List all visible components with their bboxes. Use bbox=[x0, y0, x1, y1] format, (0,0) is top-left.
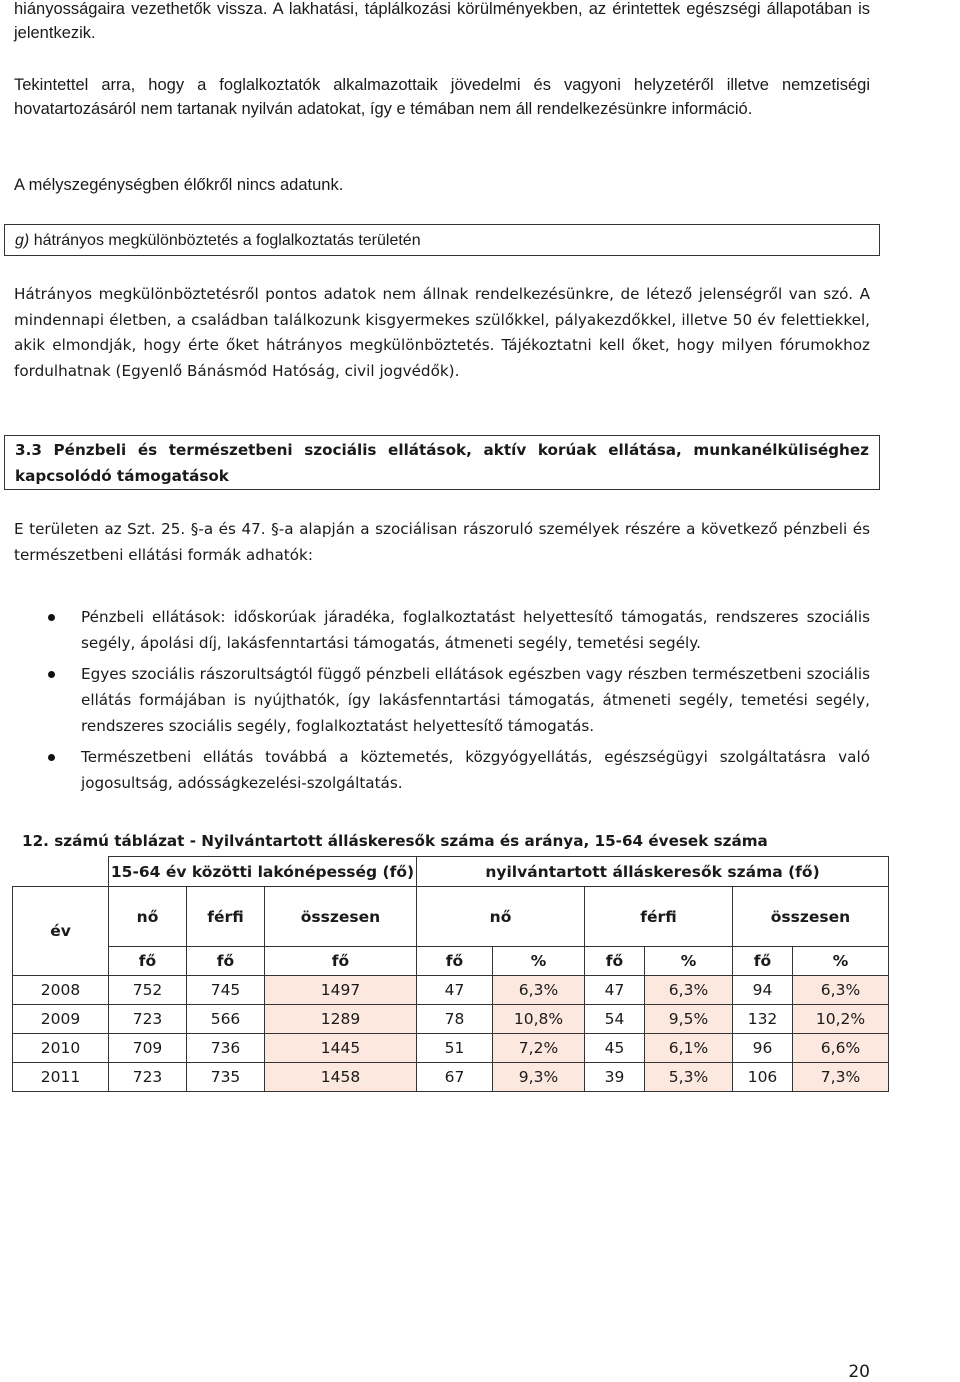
table-cell: 51 bbox=[417, 1034, 493, 1063]
table-unit-cell: fő bbox=[187, 947, 265, 976]
table-cell: 67 bbox=[417, 1063, 493, 1092]
table-cell: 1458 bbox=[265, 1063, 417, 1092]
table-group-jobseekers: nyilvántartott álláskeresők száma (fő) bbox=[417, 857, 889, 887]
table-cell: 709 bbox=[109, 1034, 187, 1063]
table-cell: 723 bbox=[109, 1063, 187, 1092]
table-cell: 1497 bbox=[265, 976, 417, 1005]
table-cell: 54 bbox=[585, 1005, 645, 1034]
subsection-g-letter: g) bbox=[15, 232, 30, 249]
list-item-text: Egyes szociális rászorultságtól függő pénzbeli ellátások egészben vagy részben természetbeni szociális ellátás formájában is nyújthatók, így lakásfenntartási támogatás, átmeneti segély, temetési segély, rendszeres szociális segély, foglalkoztatást helyettesítő támogatás. bbox=[81, 665, 870, 735]
subsection-g-title bbox=[5, 225, 879, 256]
table-unit-cell: fő bbox=[585, 947, 645, 976]
table-unit-cell: fő bbox=[417, 947, 493, 976]
section-3-3-heading: 3.3 Pénzbeli és természetbeni szociális ellátások, aktív korúak ellátása, munkanélküliséghez kapcsolódó támogatások bbox=[15, 441, 869, 485]
table-cell: 723 bbox=[109, 1005, 187, 1034]
table-cell: 2011 bbox=[13, 1063, 109, 1092]
table-caption: 12. számú táblázat - Nyilvántartott álláskeresők száma és aránya, 15-64 évesek száma bbox=[22, 832, 768, 850]
table-header-cell: férfi bbox=[585, 887, 733, 947]
table-cell: 9,5% bbox=[645, 1005, 733, 1034]
table-header-cell: nő bbox=[109, 887, 187, 947]
table-cell: 10,8% bbox=[493, 1005, 585, 1034]
table-cell: 6,6% bbox=[793, 1034, 889, 1063]
table-cell: 96 bbox=[733, 1034, 793, 1063]
table-cell: 2009 bbox=[13, 1005, 109, 1034]
table-group-population: 15-64 év közötti lakónépesség (fő) bbox=[109, 857, 417, 887]
table-cell: 45 bbox=[585, 1034, 645, 1063]
table-unit-cell: % bbox=[493, 947, 585, 976]
table-unit-cell: fő bbox=[109, 947, 187, 976]
list-item bbox=[0, 744, 870, 796]
table-cell: 94 bbox=[733, 976, 793, 1005]
list-item-text: Pénzbeli ellátások: időskorúak járadéka, foglalkoztatást helyettesítő támogatás, rendszeres szociális segély, ápolási díj, lakásfenntartási támogatás, átmeneti segély, temetési segély. bbox=[81, 608, 870, 652]
table-cell: 745 bbox=[187, 976, 265, 1005]
table-cell: 7,2% bbox=[493, 1034, 585, 1063]
table-cell: 9,3% bbox=[493, 1063, 585, 1092]
table-units-row bbox=[13, 947, 889, 976]
table-corner bbox=[13, 857, 109, 887]
paragraph-intro: hiányosságaira vezethetők vissza. A lakhatási, táplálkozási körülményekben, az érintettek egészségi állapotában is jelentkezik. bbox=[14, 0, 870, 42]
table-row bbox=[13, 1063, 889, 1092]
table-cell: 7,3% bbox=[793, 1063, 889, 1092]
table-cell: 132 bbox=[733, 1005, 793, 1034]
table-cell: 736 bbox=[187, 1034, 265, 1063]
benefit-list bbox=[0, 604, 870, 801]
list-item-text: Természetbeni ellátás továbbá a köztemetés, közgyógyellátás, egészségügyi szolgáltatásra való jogosultság, adósságkezelési-szolgáltatás. bbox=[81, 748, 870, 792]
table-cell: 752 bbox=[109, 976, 187, 1005]
paragraph-discrimination: Hátrányos megkülönböztetésről pontos adatok nem állnak rendelkezésünkre, de létező jelenségről van szó. A mindennapi életben, a családban találkozunk kisgyermekes szülőkkel, pályakezdőkkel, illetve 50 év felettiekkel, akik elmondják, hogy érte őket hátrányos megkülönböztetés. Tájékoztatni kell őket, hogy milyen fórumokhoz fordulhatnak (Egyenlő Bánásmód Hatóság, civil jogvédők). bbox=[14, 285, 870, 380]
table-cell: 1289 bbox=[265, 1005, 417, 1034]
table-header-cell: férfi bbox=[187, 887, 265, 947]
table-cell: 10,2% bbox=[793, 1005, 889, 1034]
paragraph-deep-poverty: A mélyszegénységben élőkről nincs adatunk. bbox=[14, 176, 344, 194]
table-header-cell: összesen bbox=[733, 887, 889, 947]
paragraph-employers: Tekintettel arra, hogy a foglalkoztatók alkalmazottaik jövedelmi és vagyoni helyzetéről illetve nemzetiségi hovatartozásáról nem tartanak nyilván adatokat, így e témában nem áll rendelkezésünkre információ. bbox=[14, 76, 870, 118]
section-3-3-box bbox=[4, 435, 880, 490]
jobseekers-table bbox=[12, 856, 889, 1092]
table-header-year: év bbox=[13, 887, 109, 976]
bullet-icon bbox=[48, 671, 55, 678]
table-cell: 6,3% bbox=[493, 976, 585, 1005]
table-header-cell: összesen bbox=[265, 887, 417, 947]
subsection-g-text: hátrányos megkülönböztetés a foglalkoztatás területén bbox=[33, 232, 421, 249]
table-cell: 2008 bbox=[13, 976, 109, 1005]
table-header-cell: nő bbox=[417, 887, 585, 947]
table-cell: 1445 bbox=[265, 1034, 417, 1063]
table-cell: 566 bbox=[187, 1005, 265, 1034]
subsection-g-box bbox=[4, 224, 880, 256]
table-cell: 5,3% bbox=[645, 1063, 733, 1092]
list-item bbox=[0, 661, 870, 739]
bullet-icon bbox=[48, 614, 55, 621]
table-row bbox=[13, 976, 889, 1005]
table-cell: 6,1% bbox=[645, 1034, 733, 1063]
table-cell: 6,3% bbox=[645, 976, 733, 1005]
table-cell: 47 bbox=[585, 976, 645, 1005]
table-unit-cell: fő bbox=[265, 947, 417, 976]
table-cell: 39 bbox=[585, 1063, 645, 1092]
table-cell: 47 bbox=[417, 976, 493, 1005]
table-row bbox=[13, 1005, 889, 1034]
table-unit-cell: % bbox=[793, 947, 889, 976]
page-number: 20 bbox=[848, 1362, 870, 1382]
table-cell: 6,3% bbox=[793, 976, 889, 1005]
table-cell: 78 bbox=[417, 1005, 493, 1034]
table-cell: 735 bbox=[187, 1063, 265, 1092]
paragraph-szt: E területen az Szt. 25. §-a és 47. §-a alapján a szociálisan rászoruló személyek részére a következő pénzbeli és természetbeni ellátási formák adhatók: bbox=[14, 520, 870, 564]
table-unit-cell: % bbox=[645, 947, 733, 976]
table-unit-cell: fő bbox=[733, 947, 793, 976]
bullet-icon bbox=[48, 754, 55, 761]
table-cell: 2010 bbox=[13, 1034, 109, 1063]
table-row bbox=[13, 1034, 889, 1063]
list-item bbox=[0, 604, 870, 656]
table-cell: 106 bbox=[733, 1063, 793, 1092]
